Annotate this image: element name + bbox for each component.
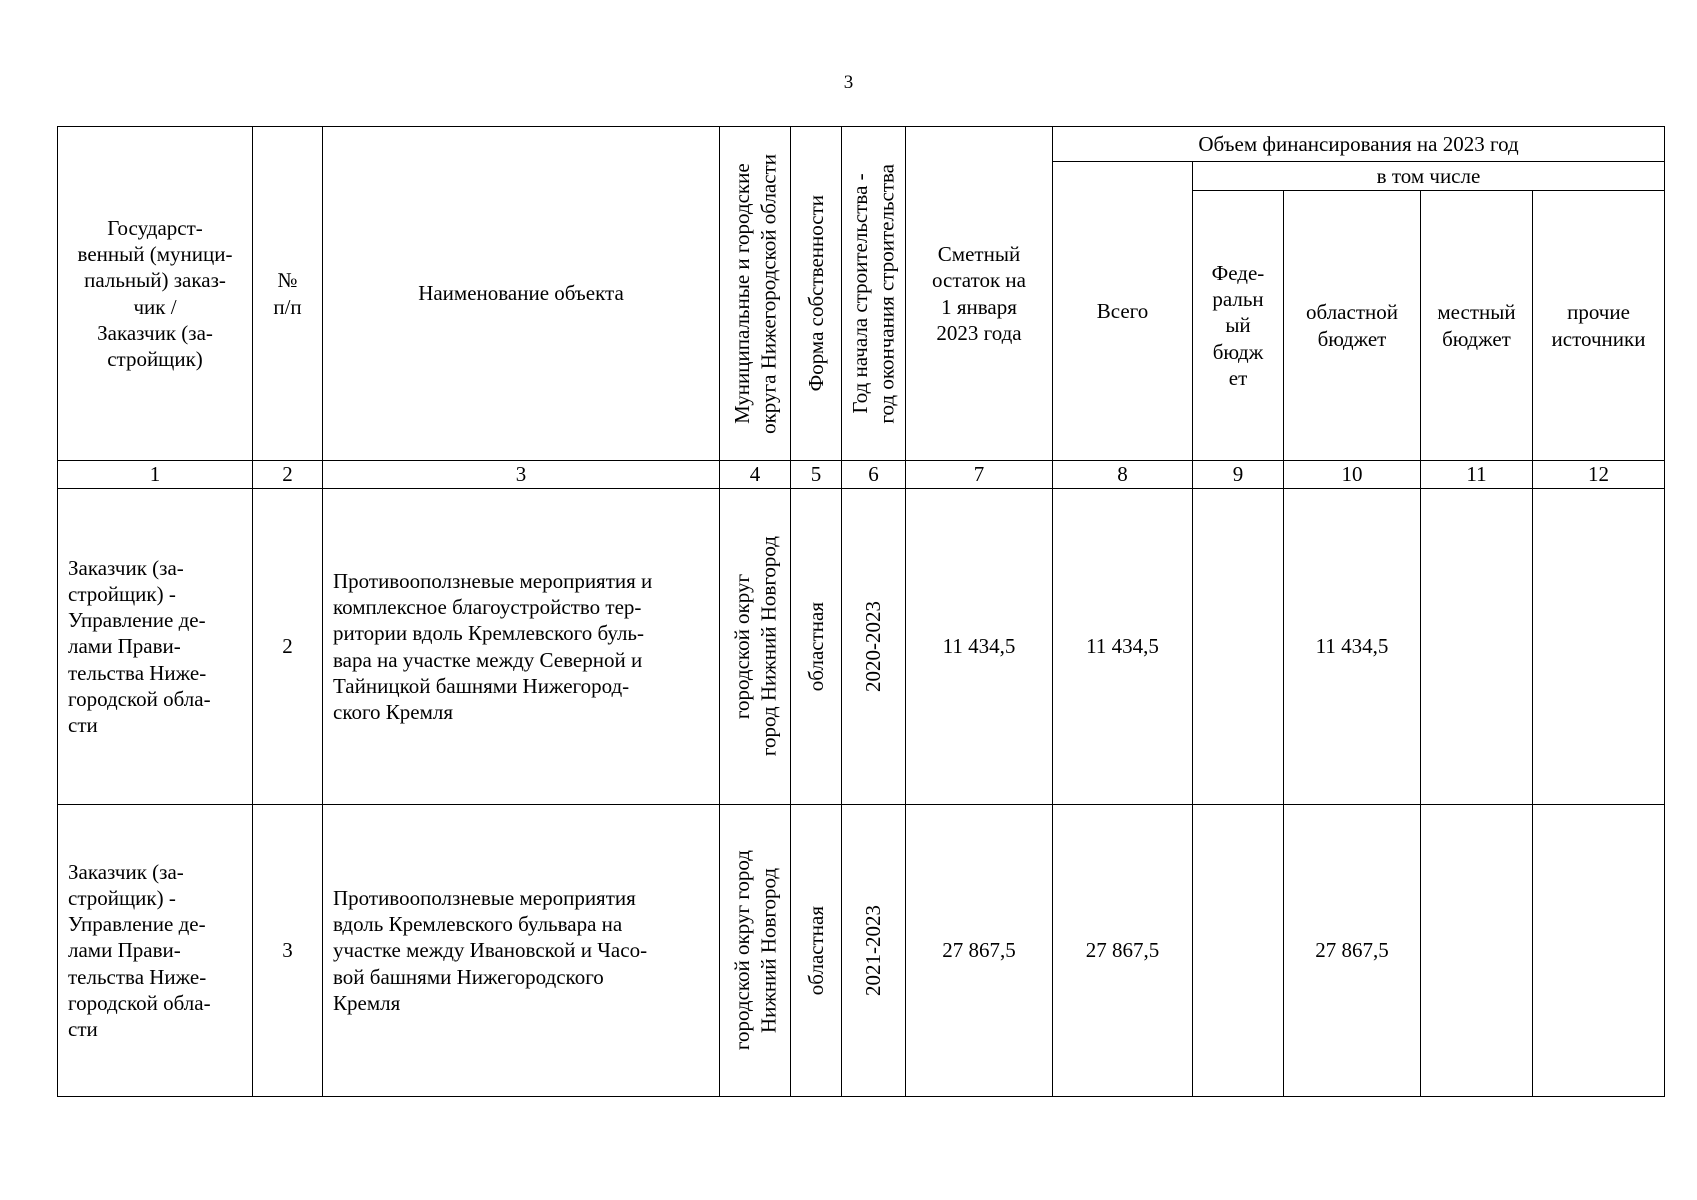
row-customer: Заказчик (за- стройщик) - Управление де- лами Прави- тельства Ниже- городской обла- сти [58, 805, 253, 1097]
row-ownership: областная [803, 905, 828, 996]
row-years-cell [842, 805, 906, 1097]
header-estimated-balance: Сметный остаток на 1 января 2023 года [906, 127, 1053, 461]
header-construction-years-cell [842, 127, 906, 461]
header-funding-volume: Объем финансирования на 2023 год [1053, 127, 1665, 162]
header-ownership-form-cell [791, 127, 842, 461]
table-row [58, 489, 1665, 805]
column-index: 2 [253, 461, 323, 489]
row-years: 2021-2023 [861, 905, 886, 996]
row-years: 2020-2023 [861, 601, 886, 692]
column-index: 8 [1053, 461, 1193, 489]
row-local [1421, 805, 1533, 1097]
column-index: 3 [323, 461, 720, 489]
column-index-row [58, 461, 1665, 489]
row-years-cell [842, 489, 906, 805]
row-district-cell [720, 805, 791, 1097]
column-index: 10 [1284, 461, 1421, 489]
row-customer: Заказчик (за- стройщик) - Управление де- лами Прави- тельства Ниже- городской обла- сти [58, 489, 253, 805]
column-index: 11 [1421, 461, 1533, 489]
row-total: 27 867,5 [1053, 805, 1193, 1097]
column-index: 6 [842, 461, 906, 489]
row-ownership-cell [791, 489, 842, 805]
header-object-name: Наименование объекта [323, 127, 720, 461]
page-number: 3 [843, 72, 854, 93]
row-ownership: областная [803, 601, 828, 692]
row-district-cell [720, 489, 791, 805]
header-local-budget: местный бюджет [1421, 191, 1533, 461]
row-number: 2 [253, 489, 323, 805]
row-federal [1193, 805, 1284, 1097]
header-total: Всего [1053, 162, 1193, 461]
financing-table [57, 126, 1665, 1097]
row-district: городской округ город Нижний Новгород [729, 536, 780, 757]
header-other-sources: прочие источники [1533, 191, 1665, 461]
row-estimated-balance: 11 434,5 [906, 489, 1053, 805]
column-index: 9 [1193, 461, 1284, 489]
table-row [58, 805, 1665, 1097]
header-regional-budget: областной бюджет [1284, 191, 1421, 461]
header-customer: Государст- венный (муници- пальный) заказ- чик / Заказчик (за- стройщик) [58, 127, 253, 461]
column-index: 7 [906, 461, 1053, 489]
row-regional: 11 434,5 [1284, 489, 1421, 805]
row-number: 3 [253, 805, 323, 1097]
row-object-name: Противооползневые мероприятия вдоль Кремлевского бульвара на участке между Ивановской и Часо- вой башнями Нижегородского Кремля [323, 805, 720, 1097]
row-local [1421, 489, 1533, 805]
row-other [1533, 489, 1665, 805]
row-total: 11 434,5 [1053, 489, 1193, 805]
row-estimated-balance: 27 867,5 [906, 805, 1053, 1097]
row-other [1533, 805, 1665, 1097]
header-federal-budget: Феде- ральн ый бюдж ет [1193, 191, 1284, 461]
header-municipal-districts-cell [720, 127, 791, 461]
column-index: 1 [58, 461, 253, 489]
column-index: 12 [1533, 461, 1665, 489]
header-ownership-form: Форма собственности [803, 195, 828, 392]
header-including: в том числе [1193, 162, 1665, 191]
column-index: 5 [791, 461, 842, 489]
header-municipal-districts: Муниципальные и городские округа Нижегородской области [729, 153, 780, 434]
header-construction-years: Год начала строительства - год окончания строительства [848, 163, 899, 424]
row-object-name: Противооползневые мероприятия и комплексное благоустройство тер- ритории вдоль Кремлевского буль- вара на участке между Северной и Тайницкой башнями Нижегород- ского Кремля [323, 489, 720, 805]
row-ownership-cell [791, 805, 842, 1097]
header-row-1 [58, 127, 1665, 162]
header-number: № п/п [253, 127, 323, 461]
row-district: городской округ город Нижний Новгород [729, 850, 780, 1051]
row-regional: 27 867,5 [1284, 805, 1421, 1097]
row-federal [1193, 489, 1284, 805]
column-index: 4 [720, 461, 791, 489]
